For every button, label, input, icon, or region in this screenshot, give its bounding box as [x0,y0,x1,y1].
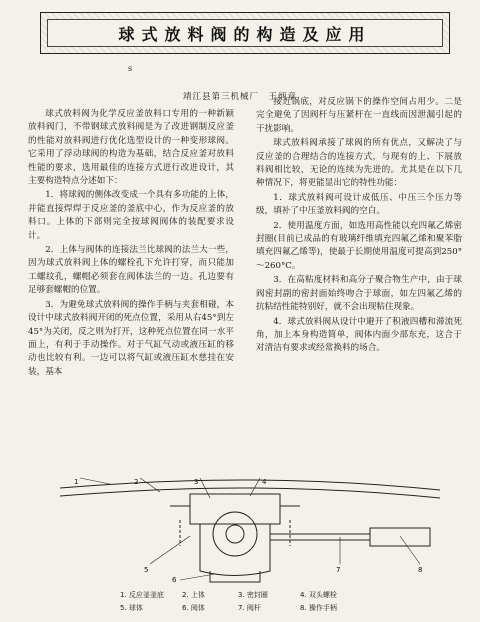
left-paragraph-2: 1．将球阀的侧体改变成一个具有多功能的上体，并能直接焊焊于反应釜的釜底中心，作为反应釜的放料口。上体的下部则完全按球阀阀体的装配要求设计。 [28,190,234,241]
author-line: 靖江县第三机械厂 王炳章 [182,92,297,102]
figure-legend [120,590,450,613]
right-paragraph-5: 3．在高粘度材料和高分子聚合物生产中，由于球阀密封副的密封面始终吻合于球面，如左四氟乙烯的抗粘结性能特别好，就不会出现粘住现象。 [256,275,462,313]
title-frame [40,12,450,54]
legend-item-2: 2. 上体 [182,591,205,599]
right-paragraph-4: 2．使用温度方面，如选用高性能以充四氟乙烯密封圈(目前已成品的有玻璃纤维填充四氟乙烯和聚苯脂填充四氟乙烯等)，使最于长期使用温度可提高到250°～260°C。 [256,220,462,271]
legend-item-6: 6. 阀体 [182,604,205,612]
legend-item-5: 5. 球体 [120,604,143,612]
callout-leaders [80,478,423,580]
callout-2: 2 [134,478,139,486]
left-paragraph-1: 球式放料阀为化学反应釜放料口专用的一种新颖放料阀门，不带钢球式放料阀是为了改进钢制反应釜的性能对放料阀进行优化选型设计的一种变形球阀。它采用了浮动球阀的构造为基础，结合反应釜对放料性能的要求，选用最佳的连接方式进行改进设计，其主要构造特点分述如下： [28,109,234,187]
callout-5: 5 [144,566,149,574]
ball-bore-shape [226,525,244,543]
legend-item-7: 7. 阀杆 [238,604,261,612]
reactor-bottom-inner-curve [60,488,440,498]
left-paragraph-4: 3．为避免球式放料阀的操作手柄与夹套相碰，本设计中球式放料阀开闭的死点位置，采用从右45°到左45°为关闭，反之则为打开，这种死点位置在同一水平面上，有利于手动操作。对于气缸气动或液压缸的移动也比较有利。一边可以将气缸或液压缸水慈挂在安装，基本 [28,299,234,377]
outlet-flange-shape [210,571,260,582]
legend-item-4: 4. 双头螺栓 [300,591,337,599]
left-paragraph-3: 2．上体与阀体的连接法兰比球阀的法兰大一些，因为球式放料阀上体的螺栓孔下允许打穿，而只能加工螺纹孔，螺帽必须套在阀体法兰的一边。孔边要有足够套螺帽的位置。 [28,245,234,296]
legend-item-1: 1. 反应釜釜底 [120,591,164,599]
legend-item-3: 3. 密封圈 [238,591,268,599]
callout-6: 6 [172,576,177,584]
operating-handle-shape [370,528,430,546]
callout-8: 8 [418,566,423,574]
upper-body-shape [190,494,280,524]
title-inner-frame [47,19,443,47]
page-mark: s [128,64,133,73]
valve-drawing-svg [40,476,460,584]
left-column [28,108,234,380]
legend-item-8: 8. 操作手柄 [300,604,337,612]
right-paragraph-2: 球式放料阀承接了球阀的所有优点，又解决了与反应釜的合理结合的连接方式，与现有的上、下展放料阀相比较，无论的连续为先进的。尤其是在以下几种情况下，将更能显出它的特性功能： [256,138,462,189]
right-paragraph-6: 4．球式放料阀从设计中避开了积液四槽和滞流死角，加上本身构造简单，阀体内面少部东充，这合于对清洁有要求或经常换料的场合。 [256,316,462,354]
callout-4: 4 [262,478,267,486]
right-paragraph-1: 接近锅底，对反应锅下的操作空间占用少。二是完全避免了因阀杆与压紧杆在一直线而因泄漏引起的干扰影响。 [256,97,462,134]
callout-1: 1 [74,478,79,486]
right-paragraph-3: 1．球式放料阀可设计成低压、中压三个压力等级，填补了中压釜放料阀的空白。 [256,192,462,217]
callout-7: 7 [336,566,341,574]
valve-body-shape [200,524,270,576]
ball-shape [213,512,257,556]
valve-stem-shape [270,534,370,540]
valve-drawing [40,476,460,584]
article-title: 球式放料阀的构造及应用 [118,24,372,44]
callout-3: 3 [194,478,199,486]
right-column [256,96,462,357]
